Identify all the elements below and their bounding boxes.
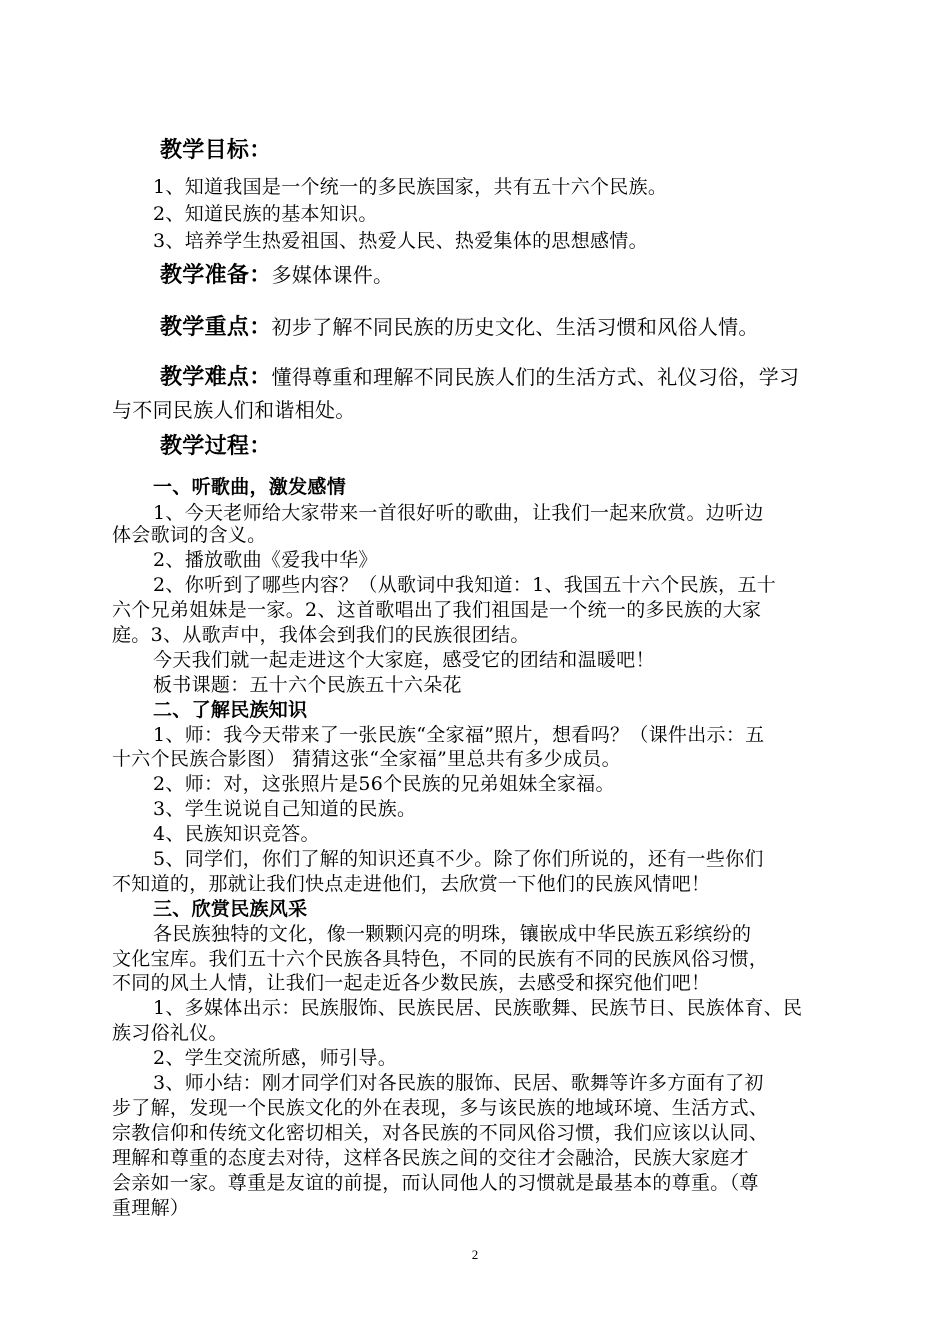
paragraph-line: 2、你听到了哪些内容？（从歌词中我知道：1、我国五十六个民族，五十 xyxy=(153,574,777,596)
paragraph-line: 文化宝库。我们五十六个民族各具特色，不同的民族有不同的民族风俗习惯， xyxy=(112,948,769,970)
goal-item: 3、培养学生热爱祖国、热爱人民、热爱集体的思想感情。 xyxy=(153,230,648,252)
section-title: 三、欣赏民族风采 xyxy=(153,898,308,920)
paragraph-line: 3、学生说说自己知道的民族。 xyxy=(153,798,417,820)
paragraph-line: 板书课题：五十六个民族五十六朵花 xyxy=(153,674,462,696)
prep-label: 教学准备： xyxy=(160,262,272,288)
paragraph-line: 不同的风土人情，让我们一起走近各少数民族，去感受和探究他们吧！ xyxy=(112,972,711,994)
difficulty-continuation: 与不同民族人们和谐相处。 xyxy=(112,398,356,422)
paragraph-line: 庭。3、从歌声中，我体会到我们的民族很团结。 xyxy=(112,624,530,646)
process-heading: 教学过程： xyxy=(160,433,272,459)
key-label: 教学重点： xyxy=(160,314,272,340)
paragraph-line: 2、学生交流所感，师引导。 xyxy=(153,1047,397,1069)
paragraph-line: 3、师小结：刚才同学们对各民族的服饰、民居、歌舞等许多方面有了初 xyxy=(153,1072,764,1094)
paragraph-line: 族习俗礼仪。 xyxy=(112,1022,228,1044)
key-text: 初步了解不同民族的历史文化、生活习惯和风俗人情。 xyxy=(271,315,759,339)
paragraph-line: 1、今天老师给大家带来一首很好听的歌曲，让我们一起来欣赏。边听边 xyxy=(153,502,764,524)
section-title: 一、听歌曲，激发感情 xyxy=(153,476,347,498)
paragraph-line: 体会歌词的含义。 xyxy=(112,524,267,546)
paragraph-line: 会亲如一家。尊重是友谊的前提，而认同他人的习惯就是最基本的尊重。（尊 xyxy=(112,1172,759,1194)
goals-heading: 教学目标： xyxy=(160,137,272,163)
paragraph-line: 各民族独特的文化，像一颗颗闪亮的明珠，镶嵌成中华民族五彩缤纷的 xyxy=(153,923,752,945)
paragraph-line: 不知道的，那就让我们快点走进他们，去欣赏一下他们的民族风情吧！ xyxy=(112,873,711,895)
prep-text: 多媒体课件。 xyxy=(271,263,394,287)
paragraph-line: 2、播放歌曲《爱我中华》 xyxy=(153,549,378,571)
paragraph-line: 六个兄弟姐妹是一家。2、这首歌唱出了我们祖国是一个统一的多民族的大家 xyxy=(112,599,762,621)
goal-item: 2、知道民族的基本知识。 xyxy=(153,203,378,225)
paragraph-line: 2、师：对，这张照片是56个民族的兄弟姐妹全家福。 xyxy=(153,773,615,795)
paragraph-line: 重理解） xyxy=(112,1197,190,1219)
paragraph-line: 宗教信仰和传统文化密切相关，对各民族的不同风俗习惯，我们应该以认同、 xyxy=(112,1122,769,1144)
paragraph-line: 1、师：我今天带来了一张民族“全家福”照片，想看吗？（课件出示：五 xyxy=(153,724,765,746)
goal-item: 1、知道我国是一个统一的多民族国家，共有五十六个民族。 xyxy=(153,176,668,198)
paragraph-line: 1、多媒体出示：民族服饰、民族民居、民族歌舞、民族节日、民族体育、民 xyxy=(153,997,803,1019)
paragraph-line: 今天我们就一起走进这个大家庭，感受它的团结和温暖吧！ xyxy=(153,649,655,671)
paragraph-line: 4、民族知识竞答。 xyxy=(153,823,320,845)
paragraph-line: 步了解，发现一个民族文化的外在表现，多与该民族的地域环境、生活方式、 xyxy=(112,1097,769,1119)
paragraph-line: 理解和尊重的态度去对待，这样各民族之间的交往才会融洽，民族大家庭才 xyxy=(112,1147,749,1169)
paragraph-line: 5、同学们，你们了解的知识还真不少。除了你们所说的，还有一些你们 xyxy=(153,848,764,870)
page-number: 2 xyxy=(471,1247,479,1262)
section-title: 二、了解民族知识 xyxy=(153,699,308,721)
difficulty-label: 教学难点： xyxy=(160,364,272,390)
prep-line xyxy=(160,259,890,291)
difficulty-line xyxy=(160,361,890,393)
paragraph-line: 十六个民族合影图） 猜猜这张“全家福”里总共有多少成员。 xyxy=(112,748,621,770)
difficulty-text: 懂得尊重和理解不同民族人们的生活方式、礼仪习俗，学习 xyxy=(271,365,800,389)
key-line xyxy=(160,311,890,343)
